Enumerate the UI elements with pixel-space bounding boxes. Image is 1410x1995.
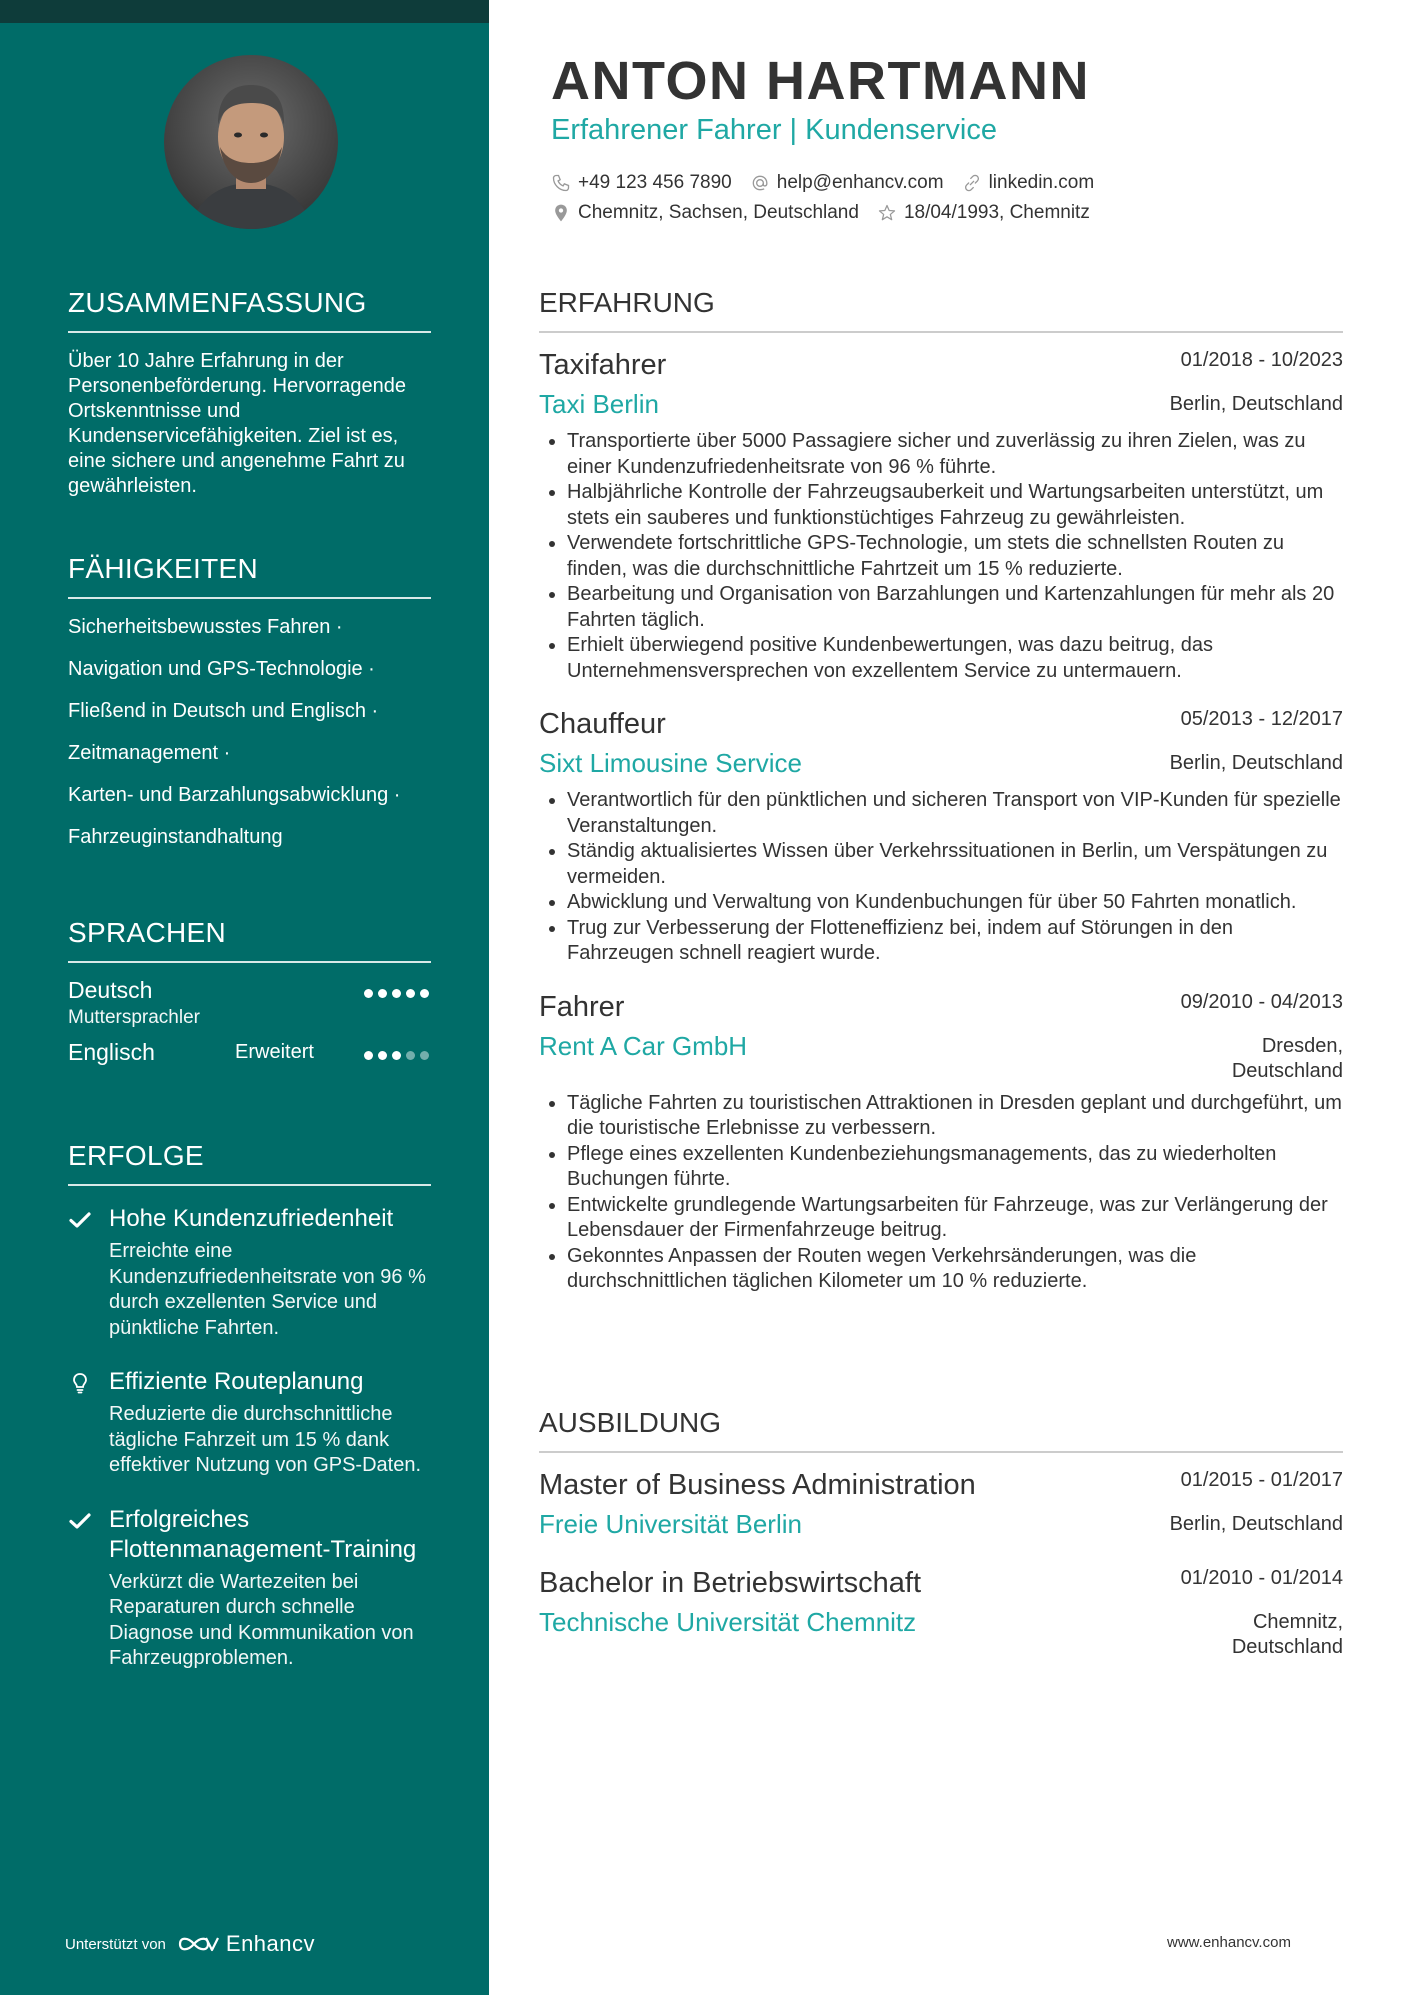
language-name: Deutsch xyxy=(68,977,153,1003)
level-dot xyxy=(420,989,429,998)
language-row-englisch xyxy=(68,1039,431,1101)
candidate-name: ANTON HARTMANN xyxy=(551,51,1090,111)
job-location-line: Deutschland xyxy=(1231,1059,1343,1082)
bullet-item: • Trug zur Verbesserung der Flotteneffizienz bei, indem auf Störungen in den Fahrzeugen schnell reagiert wurde. xyxy=(567,916,1343,967)
location-contact xyxy=(551,202,859,224)
school-location-line: Chemnitz, xyxy=(1252,1611,1343,1633)
school-location xyxy=(1232,1610,1343,1660)
job-date: 09/2010 - 04/2013 xyxy=(1180,990,1343,1013)
degree-title: Master of Business Administration xyxy=(539,1469,976,1501)
birth-text: 18/04/1993, Chemnitz xyxy=(903,202,1090,223)
birth-contact xyxy=(877,202,1090,224)
achievements-heading: ERFOLGE xyxy=(68,1140,431,1186)
language-row-deutsch xyxy=(68,977,431,1039)
job-role: Chauffeur xyxy=(539,708,666,740)
star-icon xyxy=(877,203,897,223)
skill-item: Fahrzeuginstandhaltung xyxy=(68,826,283,848)
bullet-item: • Pflege eines exzellenten Kundenbeziehungsmanagements, das zu wiederholten Buchungen führte. xyxy=(567,1142,1343,1193)
achievement-desc: Erreichte eine Kundenzufriedenheitsrate von 96 % durch exzellenten Service und pünktliche Fahrten. xyxy=(109,1240,426,1339)
brand-name: Enhancv xyxy=(225,1931,316,1956)
bullet-item: • Bearbeitung und Organisation von Barzahlungen und Kartenzahlungen für mehr als 20 Fahrten täglich. xyxy=(567,582,1343,633)
summary-heading: ZUSAMMENFASSUNG xyxy=(68,287,431,333)
profile-photo xyxy=(164,55,338,229)
bullet-item: • Gekonntes Anpassen der Routen wegen Verkehrsänderungen, was die durchschnittlichen täglichen Kilometer um 10 % reduzierte. xyxy=(567,1244,1343,1295)
school-location: Berlin, Deutschland xyxy=(1169,1513,1343,1535)
achievement-item xyxy=(68,1367,431,1479)
footer-url[interactable]: www.enhancv.com xyxy=(1167,1934,1291,1951)
achievement-item xyxy=(68,1204,431,1341)
candidate-title: Erfahrener Fahrer | Kundenservice xyxy=(551,114,997,146)
phone-icon xyxy=(551,173,571,193)
bullet-item: • Tägliche Fahrten zu touristischen Attraktionen in Dresden geplant und durchgeführt, um die touristische Erlebnisse zu verbessern. xyxy=(567,1091,1343,1142)
job-location: Berlin, Deutschland xyxy=(1169,752,1343,774)
bullet-item: • Erhielt überwiegend positive Kundenbewertungen, was dazu beitrug, das Unternehmensversprechen von exzellentem Service zu untermauern. xyxy=(567,633,1343,684)
level-dot xyxy=(406,989,415,998)
skill-item: Karten- und Barzahlungsabwicklung · xyxy=(68,784,401,806)
bullet-item: • Verwendete fortschrittliche GPS-Technologie, um stets die schnellsten Routen zu finden, was die durchschnittliche Fahrtzeit um 15 % reduzierte. xyxy=(567,531,1343,582)
school-name: Technische Universität Chemnitz xyxy=(539,1607,917,1637)
school-name: Freie Universität Berlin xyxy=(539,1509,802,1539)
language-dots xyxy=(364,989,429,998)
school-location-line: Deutschland xyxy=(1231,1636,1343,1658)
sidebar xyxy=(0,0,489,1995)
summary-text: Über 10 Jahre Erfahrung in der Personenbeförderung. Hervorragende Ortskenntnisse und Kundenservicefähigkeiten. Ziel ist es, eine sichere und angenehme Fahrt zu gewährleisten. xyxy=(68,350,406,497)
lightbulb-icon xyxy=(68,1371,92,1395)
experience-section xyxy=(539,287,1343,1295)
phone-text: +49 123 456 7890 xyxy=(578,172,732,193)
linkedin-contact[interactable] xyxy=(962,172,1095,194)
linkedin-text: linkedin.com xyxy=(988,172,1095,193)
job-company: Taxi Berlin xyxy=(539,389,659,419)
job-location-line: Dresden, xyxy=(1261,1034,1343,1057)
job-bullets xyxy=(539,429,1343,684)
location-pin-icon xyxy=(551,203,571,223)
job-date: 05/2013 - 12/2017 xyxy=(1180,708,1343,730)
sidebar-top-bar xyxy=(0,0,489,23)
achievement-desc: Reduzierte die durchschnittliche tägliche Fahrzeit um 15 % dank effektiver Nutzung von GPS-Daten. xyxy=(109,1403,422,1476)
achievement-item xyxy=(68,1505,431,1672)
experience-heading: ERFAHRUNG xyxy=(539,287,1343,333)
language-name: Englisch xyxy=(68,1039,155,1065)
education-section xyxy=(539,1407,1343,1658)
bullet-item: • Halbjährliche Kontrolle der Fahrzeugsauberkeit und Wartungsarbeiten unterstützt, um stets ein sauberes und funktionstüchtiges Fahrzeug zu gewährleisten. xyxy=(567,480,1343,531)
checkmark-icon xyxy=(68,1509,92,1533)
location-text: Chemnitz, Sachsen, Deutschland xyxy=(578,202,859,223)
achievement-title: Hohe Kundenzufriedenheit xyxy=(109,1205,394,1232)
experience-entry xyxy=(539,989,1343,1295)
bullet-item: • Abwicklung und Verwaltung von Kundenbuchungen für über 50 Fahrten monatlich. xyxy=(567,890,1343,916)
summary-section xyxy=(68,287,431,499)
level-dot xyxy=(420,1051,429,1060)
job-location: Berlin, Deutschland xyxy=(1169,393,1343,415)
phone-contact[interactable] xyxy=(551,172,732,194)
skills-list xyxy=(68,615,431,850)
job-company: Sixt Limousine Service xyxy=(539,748,802,778)
at-sign-icon xyxy=(750,173,770,193)
education-heading: AUSBILDUNG xyxy=(539,1407,1343,1453)
bullet-item: • Verantwortlich für den pünktlichen und sicheren Transport von VIP-Kunden für spezielle Veranstaltungen. xyxy=(567,788,1343,839)
job-location xyxy=(1232,1034,1343,1084)
email-contact[interactable] xyxy=(750,172,944,194)
skills-heading: FÄHIGKEITEN xyxy=(68,553,431,599)
contact-row xyxy=(551,198,1094,228)
level-dot xyxy=(392,989,401,998)
languages-section xyxy=(68,917,431,1101)
job-role: Fahrer xyxy=(539,990,625,1023)
language-level: Erweitert xyxy=(235,1041,314,1063)
experience-entry xyxy=(539,347,1343,684)
bullet-item: • Transportierte über 5000 Passagiere sicher und zuverlässig zu ihren Zielen, was zu einer Kundenzufriedenheitsrate von 96 % führte. xyxy=(567,429,1343,480)
link-icon xyxy=(962,173,982,193)
language-dots xyxy=(364,1051,429,1060)
job-role: Taxifahrer xyxy=(539,349,667,381)
language-level: Muttersprachler xyxy=(68,1007,200,1028)
education-entry xyxy=(539,1467,1343,1541)
bullet-item: • Ständig aktualisiertes Wissen über Verkehrssituationen in Berlin, um Verspätungen zu vermeiden. xyxy=(567,839,1343,890)
job-date: 01/2018 - 10/2023 xyxy=(1180,349,1343,371)
level-dot xyxy=(392,1051,401,1060)
job-bullets xyxy=(539,788,1343,967)
experience-entry xyxy=(539,706,1343,967)
email-text: help@enhancv.com xyxy=(776,172,944,193)
job-bullets xyxy=(539,1091,1343,1295)
degree-title: Bachelor in Betriebswirtschaft xyxy=(539,1567,921,1599)
contact-info xyxy=(551,168,1094,228)
skill-item: Fließend in Deutsch und Englisch · xyxy=(68,700,379,722)
education-date: 01/2010 - 01/2014 xyxy=(1180,1567,1343,1589)
skill-item: Sicherheitsbewusstes Fahren · xyxy=(68,616,343,638)
achievement-title: Erfolgreiches Flottenmanagement-Training xyxy=(109,1505,417,1563)
skills-section xyxy=(68,553,431,850)
education-date: 01/2015 - 01/2017 xyxy=(1180,1469,1343,1491)
level-dot xyxy=(364,1051,373,1060)
achievement-desc: Verkürzt die Wartezeiten bei Reparaturen durch schnelle Diagnose und Kommunikation von Fahrzeugproblemen. xyxy=(109,1570,414,1669)
achievements-section xyxy=(68,1140,431,1672)
contact-row xyxy=(551,168,1094,198)
checkmark-icon xyxy=(68,1208,92,1232)
languages-heading: SPRACHEN xyxy=(68,917,431,963)
level-dot xyxy=(364,989,373,998)
bullet-item: • Entwickelte grundlegende Wartungsarbeiten für Fahrzeuge, was zur Verlängerung der Lebensdauer der Firmenfahrzeuge beitrug. xyxy=(567,1193,1343,1244)
education-entry xyxy=(539,1565,1343,1658)
job-company: Rent A Car GmbH xyxy=(539,1030,748,1061)
level-dot xyxy=(378,989,387,998)
achievement-title: Effiziente Routeplanung xyxy=(109,1368,364,1395)
powered-by xyxy=(65,1931,315,1957)
skill-item: Navigation und GPS-Technologie · xyxy=(68,658,375,680)
powered-label: Unterstützt von xyxy=(65,1935,166,1953)
skill-item: Zeitmanagement · xyxy=(68,742,231,764)
level-dot xyxy=(406,1051,415,1060)
enhancv-logo-icon xyxy=(176,1932,220,1956)
level-dot xyxy=(378,1051,387,1060)
